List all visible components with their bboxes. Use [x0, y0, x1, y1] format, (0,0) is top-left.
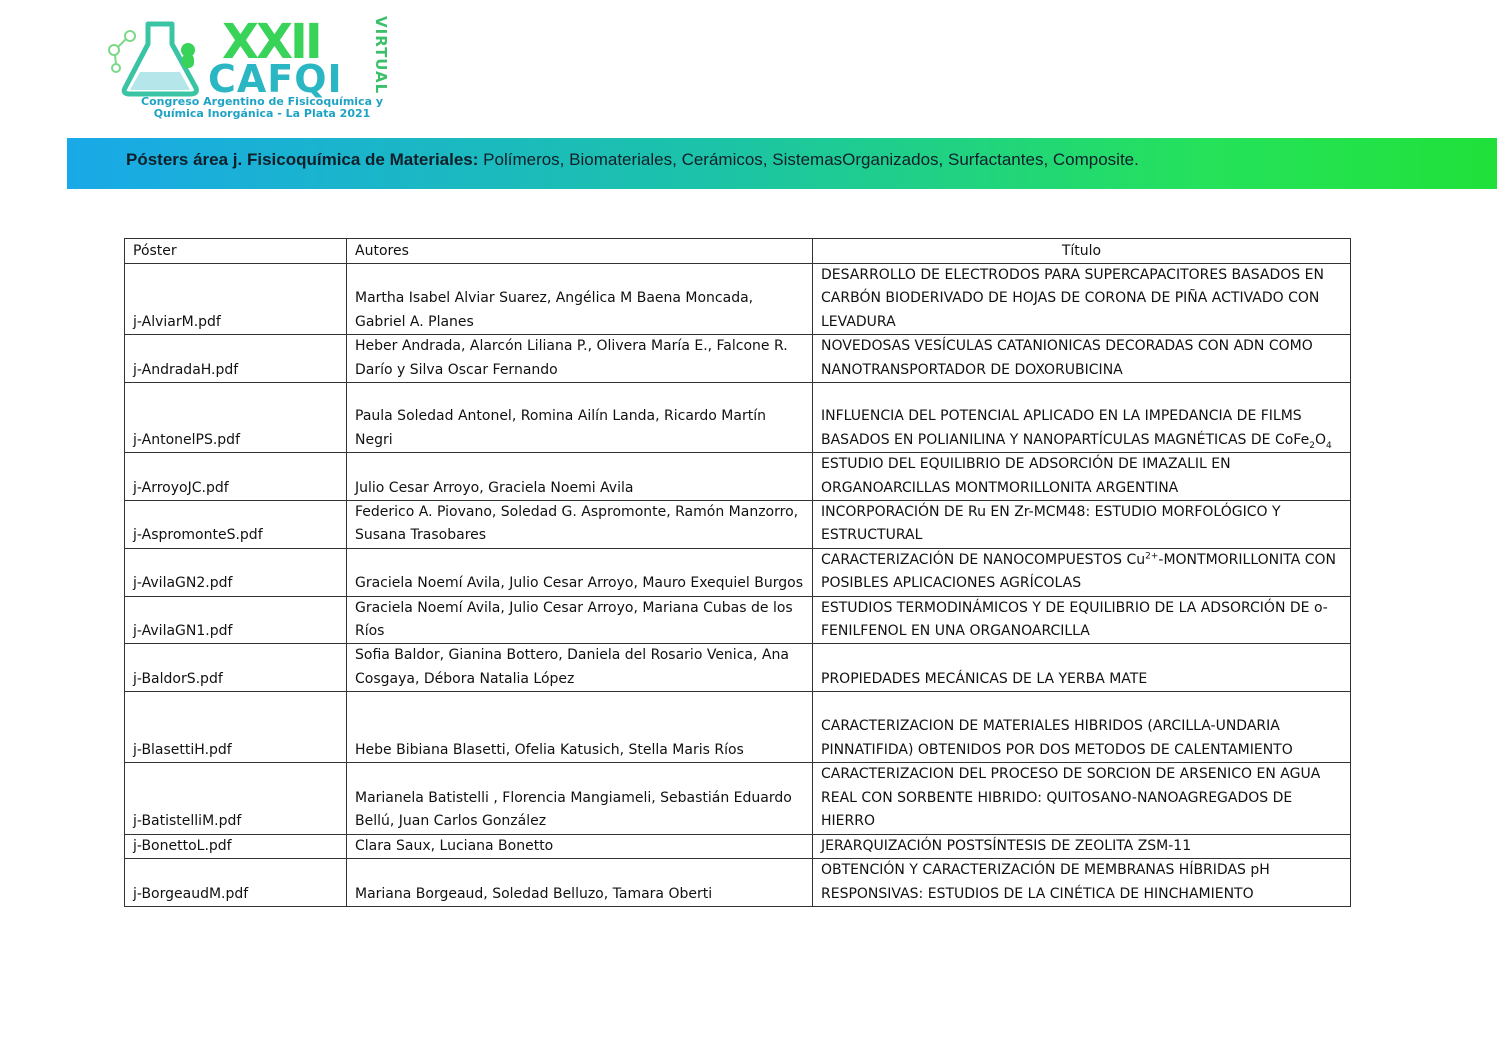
poster-title: CARACTERIZACION DEL PROCESO DE SORCION DE ARSENICO EN AGUA REAL CON SORBENTE HIBRIDO: QUITOSANO-NANOAGREGADOS DE HIERRO — [813, 763, 1351, 834]
poster-authors: Clara Saux, Luciana Bonetto — [347, 834, 813, 858]
poster-title-rest: -MONTMORILLONITA CON POSIBLES APLICACIONES AGRÍCOLAS — [821, 551, 1337, 592]
table-row — [125, 335, 1351, 383]
poster-authors: Federico A. Piovano, Soledad G. Aspromonte, Ramón Manzorro, Susana Trasobares — [347, 501, 813, 549]
poster-authors: Graciela Noemí Avila, Julio Cesar Arroyo, Mauro Exequiel Burgos — [347, 548, 813, 596]
poster-file-link[interactable]: j-BatistelliM.pdf — [125, 763, 347, 834]
cafqi-logo — [100, 10, 410, 122]
poster-file-link[interactable]: j-BorgeaudM.pdf — [125, 858, 347, 906]
poster-file-link[interactable]: j-AlviarM.pdf — [125, 264, 347, 335]
table-row — [125, 763, 1351, 834]
poster-authors: Graciela Noemí Avila, Julio Cesar Arroyo, Mariana Cubas de los Ríos — [347, 596, 813, 644]
header-authors: Autores — [347, 239, 813, 264]
table-row — [125, 834, 1351, 858]
poster-authors: Martha Isabel Alviar Suarez, Angélica M Baena Moncada, Gabriel A. Planes — [347, 264, 813, 335]
flask-icon — [100, 10, 220, 100]
poster-file-link[interactable]: j-AntonelPS.pdf — [125, 383, 347, 453]
poster-authors: Paula Soledad Antonel, Romina Ailín Landa, Ricardo Martín Negri — [347, 383, 813, 453]
poster-file-link[interactable]: j-ArroyoJC.pdf — [125, 453, 347, 501]
poster-authors: Julio Cesar Arroyo, Graciela Noemi Avila — [347, 453, 813, 501]
table-row — [125, 264, 1351, 335]
header-title: Título — [813, 239, 1351, 264]
table-row — [125, 548, 1351, 596]
poster-title-main: INFLUENCIA DEL POTENCIAL APLICADO EN LA IMPEDANCIA DE FILMS BASADOS EN POLIANILINA Y NANOPARTÍCULAS MAGNÉTICAS DE CoFe — [821, 408, 1310, 448]
poster-title: PROPIEDADES MECÁNICAS DE LA YERBA MATE — [813, 644, 1351, 692]
poster-authors: Mariana Borgeaud, Soledad Belluzo, Tamara Oberti — [347, 858, 813, 906]
logo-mode: VIRTUAL — [372, 16, 390, 95]
banner-title-bold: Pósters área j. Fisicoquímica de Materiales: — [126, 150, 479, 169]
poster-authors: Sofia Baldor, Gianina Bottero, Daniela del Rosario Venica, Ana Cosgaya, Débora Natalia López — [347, 644, 813, 692]
table-row — [125, 858, 1351, 906]
table-row — [125, 501, 1351, 549]
poster-authors: Hebe Bibiana Blasetti, Ofelia Katusich, Stella Maris Ríos — [347, 692, 813, 763]
posters-table — [124, 238, 1351, 907]
table-row — [125, 453, 1351, 501]
poster-title: ESTUDIOS TERMODINÁMICOS Y DE EQUILIBRIO DE LA ADSORCIÓN DE o-FENILFENOL EN UNA ORGANOARCILLA — [813, 596, 1351, 644]
poster-title: NOVEDOSAS VESÍCULAS CATANIONICAS DECORADAS CON ADN COMO NANOTRANSPORTADOR DE DOXORUBICINA — [813, 335, 1351, 383]
poster-title-subscript: 4 — [1325, 440, 1332, 451]
poster-title — [813, 548, 1351, 596]
logo-edition-number: XXII — [222, 14, 320, 70]
poster-title-mid: O — [1314, 431, 1326, 448]
poster-title: INCORPORACIÓN DE Ru EN Zr-MCM48: ESTUDIO MORFOLÓGICO Y ESTRUCTURAL — [813, 501, 1351, 549]
poster-authors: Heber Andrada, Alarcón Liliana P., Olivera María E., Falcone R. Darío y Silva Oscar Fernando — [347, 335, 813, 383]
poster-file-link[interactable]: j-BlasettiH.pdf — [125, 692, 347, 763]
poster-title — [813, 383, 1351, 453]
table-row — [125, 383, 1351, 453]
table-row — [125, 596, 1351, 644]
logo-subtitle-line2: Química Inorgánica - La Plata 2021 — [153, 107, 371, 120]
table-header-row — [125, 239, 1351, 264]
logo-subtitle — [112, 96, 412, 120]
logo-name: CAFQI — [208, 57, 343, 101]
poster-title: DESARROLLO DE ELECTRODOS PARA SUPERCAPACITORES BASADOS EN CARBÓN BIODERIVADO DE HOJAS DE CORONA DE PIÑA ACTIVADO CON LEVADURA — [813, 264, 1351, 335]
table-row — [125, 644, 1351, 692]
poster-file-link[interactable]: j-AspromonteS.pdf — [125, 501, 347, 549]
poster-file-link[interactable]: j-BaldorS.pdf — [125, 644, 347, 692]
logo-subtitle-line1: Congreso Argentino de Fisicoquímica y — [141, 95, 383, 108]
poster-title-superscript: 2+ — [1145, 551, 1159, 562]
poster-title: OBTENCIÓN Y CARACTERIZACIÓN DE MEMBRANAS HÍBRIDAS pH RESPONSIVAS: ESTUDIOS DE LA CINÉTICA DE HINCHAMIENTO — [813, 858, 1351, 906]
poster-title-main: CARACTERIZACIÓN DE NANOCOMPUESTOS Cu — [821, 551, 1146, 568]
header-poster: Póster — [125, 239, 347, 264]
section-banner — [67, 138, 1497, 189]
banner-title — [126, 150, 1139, 170]
poster-title-subscript: 2 — [1309, 440, 1315, 451]
poster-file-link[interactable]: j-AvilaGN1.pdf — [125, 596, 347, 644]
banner-title-rest: Polímeros, Biomateriales, Cerámicos, SistemasOrganizados, Surfactantes, Composite. — [478, 150, 1139, 169]
poster-title: JERARQUIZACIÓN POSTSÍNTESIS DE ZEOLITA ZSM-11 — [813, 834, 1351, 858]
poster-file-link[interactable]: j-AvilaGN2.pdf — [125, 548, 347, 596]
poster-file-link[interactable]: j-AndradaH.pdf — [125, 335, 347, 383]
poster-file-link[interactable]: j-BonettoL.pdf — [125, 834, 347, 858]
poster-title: ESTUDIO DEL EQUILIBRIO DE ADSORCIÓN DE IMAZALIL EN ORGANOARCILLAS MONTMORILLONITA ARGENTINA — [813, 453, 1351, 501]
table-row — [125, 692, 1351, 763]
poster-title: CARACTERIZACION DE MATERIALES HIBRIDOS (ARCILLA-UNDARIA PINNATIFIDA) OBTENIDOS POR DOS METODOS DE CALENTAMIENTO — [813, 692, 1351, 763]
poster-authors: Marianela Batistelli , Florencia Mangiameli, Sebastián Eduardo Bellú, Juan Carlos González — [347, 763, 813, 834]
